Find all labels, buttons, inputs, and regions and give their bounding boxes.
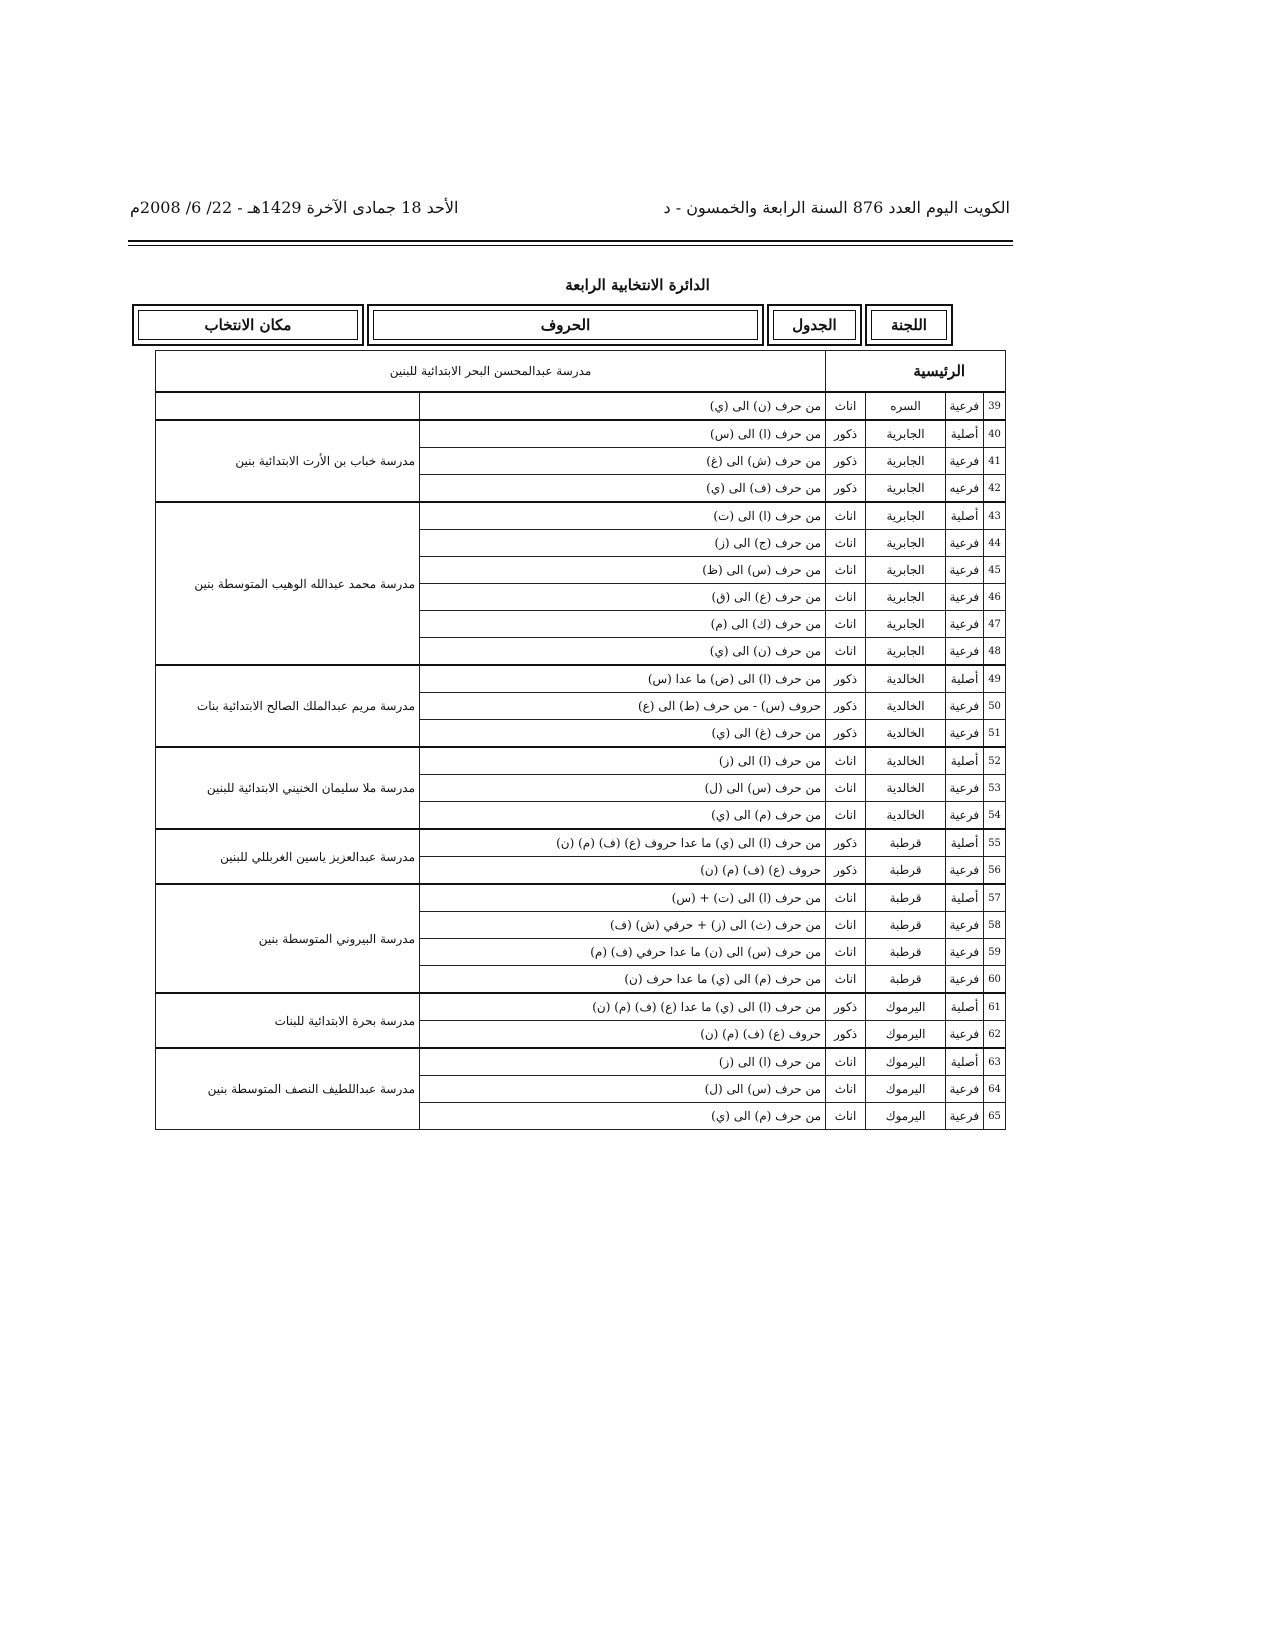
- row-letters: من حرف (ع) الى (ق): [420, 584, 826, 611]
- row-number: 50: [984, 693, 1006, 720]
- row-committee-type: فرعية: [946, 966, 984, 994]
- row-committee-type: فرعية: [946, 802, 984, 830]
- row-schedule: قرطبة: [866, 912, 946, 939]
- row-gender: ذكور: [826, 829, 866, 857]
- row-committee-type: أصلية: [946, 502, 984, 530]
- row-number: 43: [984, 502, 1006, 530]
- row-number: 42: [984, 475, 1006, 503]
- row-schedule: قرطبة: [866, 939, 946, 966]
- row-letters: من حرف (ث) الى (ز) + حرفي (ش) (ف): [420, 912, 826, 939]
- header-rule: [128, 240, 1013, 242]
- row-location: مدرسة خباب بن الأرت الابتدائية بنين: [156, 420, 420, 502]
- header-issue-info: الكويت اليوم العدد 876 السنة الرابعة والخمسون - د: [663, 198, 1010, 217]
- row-committee-type: فرعية: [946, 857, 984, 885]
- row-number: 49: [984, 665, 1006, 693]
- row-number: 41: [984, 448, 1006, 475]
- row-schedule: الجابرية: [866, 557, 946, 584]
- row-number: 59: [984, 939, 1006, 966]
- row-gender: اناث: [826, 747, 866, 775]
- row-gender: اناث: [826, 638, 866, 666]
- row-committee-type: أصلية: [946, 420, 984, 448]
- row-schedule: اليرموك: [866, 993, 946, 1021]
- row-gender: ذكور: [826, 993, 866, 1021]
- row-gender: اناث: [826, 1103, 866, 1130]
- row-number: 51: [984, 720, 1006, 748]
- row-letters: من حرف (ا) الى (ت): [420, 502, 826, 530]
- row-schedule: الجابرية: [866, 420, 946, 448]
- row-gender: ذكور: [826, 693, 866, 720]
- row-committee-type: فرعية: [946, 939, 984, 966]
- row-schedule: الجابرية: [866, 584, 946, 611]
- row-number: 48: [984, 638, 1006, 666]
- main-committee-location: مدرسة عبدالمحسن البحر الابتدائية للبنين: [156, 351, 826, 393]
- row-number: 44: [984, 530, 1006, 557]
- row-schedule: قرطبة: [866, 857, 946, 885]
- table-row: [156, 665, 1006, 693]
- row-committee-type: فرعية: [946, 611, 984, 638]
- row-gender: اناث: [826, 802, 866, 830]
- row-committee-type: فرعية: [946, 693, 984, 720]
- row-location: [156, 392, 420, 420]
- row-committee-type: فرعية: [946, 1076, 984, 1103]
- column-header-schedule: الجدول: [767, 304, 862, 346]
- row-number: 47: [984, 611, 1006, 638]
- row-gender: اناث: [826, 530, 866, 557]
- row-schedule: قرطبة: [866, 829, 946, 857]
- row-schedule: الجابرية: [866, 475, 946, 503]
- main-committee-row: [156, 351, 1006, 393]
- row-committee-type: أصلية: [946, 747, 984, 775]
- row-schedule: الخالدية: [866, 775, 946, 802]
- row-number: 58: [984, 912, 1006, 939]
- column-header-letters: الحروف: [367, 304, 764, 346]
- row-location: مدرسة ملا سليمان الخنيني الابتدائية للبنين: [156, 747, 420, 829]
- row-gender: اناث: [826, 884, 866, 912]
- row-committee-type: أصلية: [946, 829, 984, 857]
- table-row: [156, 993, 1006, 1021]
- row-letters: من حرف (س) الى (ن) ما عدا حرفي (ف) (م): [420, 939, 826, 966]
- table-row: [156, 420, 1006, 448]
- row-committee-type: أصلية: [946, 993, 984, 1021]
- row-letters: من حرف (ن) الى (ي): [420, 638, 826, 666]
- table-row: [156, 884, 1006, 912]
- row-number: 46: [984, 584, 1006, 611]
- row-gender: ذكور: [826, 448, 866, 475]
- row-letters: من حرف (ن) الى (ي): [420, 392, 826, 420]
- row-schedule: قرطبة: [866, 966, 946, 994]
- row-committee-type: فرعية: [946, 392, 984, 420]
- row-schedule: الجابرية: [866, 530, 946, 557]
- row-location: مدرسة عبداللطيف النصف المتوسطة بنين: [156, 1048, 420, 1130]
- table-row: [156, 502, 1006, 530]
- row-gender: اناث: [826, 1076, 866, 1103]
- row-committee-type: أصلية: [946, 665, 984, 693]
- row-schedule: اليرموك: [866, 1021, 946, 1049]
- row-gender: اناث: [826, 939, 866, 966]
- row-number: 39: [984, 392, 1006, 420]
- row-schedule: قرطبة: [866, 884, 946, 912]
- table-row: [156, 747, 1006, 775]
- row-letters: من حرف (ا) الى (ي) ما عدا حروف (ع) (ف) (م) (ن): [420, 829, 826, 857]
- column-header-location: مكان الانتخاب: [132, 304, 364, 346]
- row-gender: اناث: [826, 557, 866, 584]
- row-gender: ذكور: [826, 857, 866, 885]
- row-letters: من حرف (م) الى (ي) ما عدا حرف (ن): [420, 966, 826, 994]
- row-committee-type: فرعيه: [946, 475, 984, 503]
- row-gender: ذكور: [826, 720, 866, 748]
- row-number: 62: [984, 1021, 1006, 1049]
- row-gender: ذكور: [826, 665, 866, 693]
- row-number: 53: [984, 775, 1006, 802]
- row-gender: اناث: [826, 584, 866, 611]
- row-schedule: اليرموك: [866, 1048, 946, 1076]
- row-letters: من حرف (ا) الى (س): [420, 420, 826, 448]
- row-location: مدرسة محمد عبدالله الوهيب المتوسطة بنين: [156, 502, 420, 665]
- row-letters: من حرف (ا) الى (ي) ما عدا (ع) (ف) (م) (ن): [420, 993, 826, 1021]
- row-number: 40: [984, 420, 1006, 448]
- row-gender: اناث: [826, 611, 866, 638]
- row-schedule: الخالدية: [866, 802, 946, 830]
- row-number: 63: [984, 1048, 1006, 1076]
- row-committee-type: فرعية: [946, 638, 984, 666]
- column-header-committee: اللجنة: [865, 304, 953, 346]
- row-number: 54: [984, 802, 1006, 830]
- row-letters: من حرف (م) الى (ي): [420, 1103, 826, 1130]
- row-schedule: الجابرية: [866, 638, 946, 666]
- row-letters: من حرف (ا) الى (ز): [420, 747, 826, 775]
- row-location: مدرسة مريم عبدالملك الصالح الابتدائية بنات: [156, 665, 420, 747]
- row-letters: من حرف (ك) الى (م): [420, 611, 826, 638]
- row-number: 55: [984, 829, 1006, 857]
- row-location: مدرسة البيروني المتوسطة بنين: [156, 884, 420, 993]
- row-number: 45: [984, 557, 1006, 584]
- row-number: 61: [984, 993, 1006, 1021]
- row-committee-type: أصلية: [946, 884, 984, 912]
- row-gender: اناث: [826, 1048, 866, 1076]
- header-rule-thin: [128, 245, 1013, 246]
- row-letters: من حرف (ا) الى (ت) + (س): [420, 884, 826, 912]
- row-gender: ذكور: [826, 475, 866, 503]
- row-committee-type: فرعية: [946, 775, 984, 802]
- row-schedule: الجابرية: [866, 611, 946, 638]
- committees-table: [155, 350, 1006, 1130]
- row-schedule: الخالدية: [866, 747, 946, 775]
- row-letters: حروف (س) - من حرف (ط) الى (ع): [420, 693, 826, 720]
- row-schedule: الخالدية: [866, 693, 946, 720]
- row-location: مدرسة عبدالعزيز ياسين الغربللي للبنين: [156, 829, 420, 884]
- row-committee-type: فرعية: [946, 1103, 984, 1130]
- row-committee-type: فرعية: [946, 530, 984, 557]
- table-row: [156, 829, 1006, 857]
- row-gender: اناث: [826, 502, 866, 530]
- row-letters: حروف (ع) (ف) (م) (ن): [420, 1021, 826, 1049]
- header-date: الأحد 18 جمادى الآخرة 1429هـ - 22/ 6/ 2008م: [130, 198, 459, 217]
- row-committee-type: فرعية: [946, 448, 984, 475]
- row-letters: من حرف (س) الى (ظ): [420, 557, 826, 584]
- row-schedule: الخالدية: [866, 665, 946, 693]
- row-committee-type: فرعية: [946, 557, 984, 584]
- row-number: 57: [984, 884, 1006, 912]
- row-letters: من حرف (ف) الى (ي): [420, 475, 826, 503]
- row-gender: ذكور: [826, 420, 866, 448]
- row-gender: ذكور: [826, 1021, 866, 1049]
- row-letters: من حرف (ش) الى (غ): [420, 448, 826, 475]
- row-number: 64: [984, 1076, 1006, 1103]
- row-schedule: الجابرية: [866, 448, 946, 475]
- page-title: الدائرة الانتخابية الرابعة: [565, 276, 710, 294]
- row-letters: حروف (ع) (ف) (م) (ن): [420, 857, 826, 885]
- table-row: [156, 1048, 1006, 1076]
- row-letters: من حرف (م) الى (ي): [420, 802, 826, 830]
- row-gender: اناث: [826, 912, 866, 939]
- row-committee-type: فرعية: [946, 720, 984, 748]
- row-letters: من حرف (س) الى (ل): [420, 775, 826, 802]
- row-committee-type: فرعية: [946, 1021, 984, 1049]
- row-gender: اناث: [826, 392, 866, 420]
- row-committee-type: أصلية: [946, 1048, 984, 1076]
- row-schedule: اليرموك: [866, 1103, 946, 1130]
- row-gender: اناث: [826, 966, 866, 994]
- row-number: 65: [984, 1103, 1006, 1130]
- row-committee-type: فرعية: [946, 584, 984, 611]
- main-committee-label: الرئيسية: [826, 351, 1006, 393]
- row-letters: من حرف (ا) الى (ض) ما عدا (س): [420, 665, 826, 693]
- row-letters: من حرف (ج) الى (ز): [420, 530, 826, 557]
- row-gender: اناث: [826, 775, 866, 802]
- table-row: [156, 392, 1006, 420]
- row-letters: من حرف (س) الى (ل): [420, 1076, 826, 1103]
- row-schedule: الخالدية: [866, 720, 946, 748]
- row-schedule: الجابرية: [866, 502, 946, 530]
- row-schedule: السره: [866, 392, 946, 420]
- row-number: 52: [984, 747, 1006, 775]
- row-number: 60: [984, 966, 1006, 994]
- row-location: مدرسة بحرة الابتدائية للبنات: [156, 993, 420, 1048]
- row-committee-type: فرعية: [946, 912, 984, 939]
- row-letters: من حرف (غ) الى (ي): [420, 720, 826, 748]
- row-letters: من حرف (ا) الى (ز): [420, 1048, 826, 1076]
- row-number: 56: [984, 857, 1006, 885]
- row-schedule: اليرموك: [866, 1076, 946, 1103]
